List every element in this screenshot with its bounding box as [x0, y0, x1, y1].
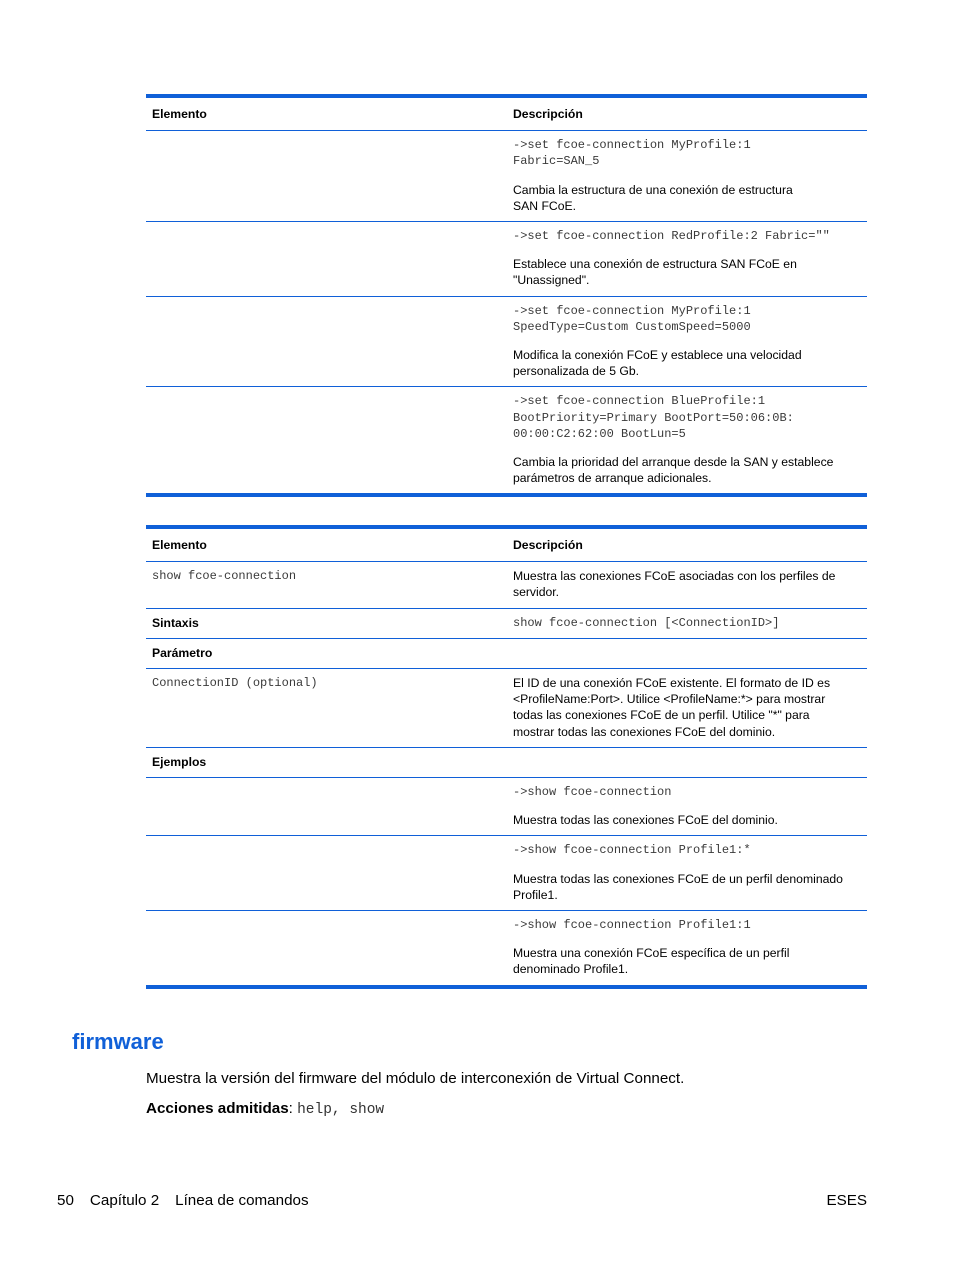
page-number: 50	[57, 1192, 74, 1209]
table-row	[146, 296, 867, 387]
element-cell	[146, 296, 507, 387]
example-command: ->set fcoe-connection MyProfile:1 SpeedType=Custom CustomSpeed=5000	[513, 303, 751, 334]
table-row	[146, 387, 867, 496]
column-header-description: Descripción	[513, 538, 583, 552]
description-cell	[507, 222, 867, 297]
example-command: ->set fcoe-connection BlueProfile:1 BootPriority=Primary BootPort=50:06:0B: 00:00:C2:62:00 BootLun=5	[513, 394, 794, 441]
column-header-element: Elemento	[152, 538, 207, 552]
chapter-title: Línea de comandos	[175, 1192, 309, 1209]
element-cell	[146, 911, 507, 987]
footer-locale: ESES	[826, 1192, 867, 1209]
set-fcoe-examples-table	[146, 94, 867, 497]
section-title: firmware	[72, 1029, 164, 1054]
example-description: Muestra todas las conexiones FCoE del dominio.	[513, 813, 778, 828]
table-row	[146, 747, 867, 777]
table-row	[146, 669, 867, 748]
chapter-label: Capítulo 2	[89, 1192, 160, 1209]
table-row	[146, 608, 867, 638]
column-header-description: Descripción	[513, 107, 583, 121]
supported-actions-separator: :	[288, 1100, 298, 1117]
show-fcoe-connection-table	[146, 525, 867, 989]
parameter-header: Parámetro	[152, 645, 213, 660]
column-header-element: Elemento	[152, 107, 207, 121]
examples-header: Ejemplos	[152, 754, 207, 769]
description-cell	[507, 911, 867, 987]
example-description: Cambia la prioridad del arranque desde la SAN y establece parámetros de arranque adicionales.	[513, 455, 834, 486]
example-description: Establece una conexión de estructura SAN FCoE en "Unassigned".	[513, 257, 797, 288]
syntax-value: show fcoe-connection [<ConnectionID>]	[513, 615, 780, 630]
table-row	[146, 911, 867, 987]
table-row	[146, 222, 867, 297]
example-description: Muestra una conexión FCoE específica de un perfil denominado Profile1.	[513, 946, 790, 977]
table-row	[146, 638, 867, 668]
table-row	[146, 562, 867, 608]
supported-actions-value: help, show	[297, 1102, 385, 1118]
command-description: Muestra las conexiones FCoE asociadas con los perfiles de servidor.	[513, 569, 836, 600]
description-cell	[507, 836, 867, 911]
element-cell	[146, 778, 507, 836]
example-command: ->show fcoe-connection Profile1:1	[513, 918, 751, 933]
element-cell	[146, 222, 507, 297]
footer-left	[57, 1191, 309, 1211]
element-cell	[146, 387, 507, 496]
description-cell	[507, 387, 867, 496]
table-row	[146, 836, 867, 911]
syntax-label: Sintaxis	[152, 615, 199, 630]
table-row	[146, 778, 867, 836]
supported-actions	[146, 1099, 384, 1120]
example-command: ->set fcoe-connection MyProfile:1 Fabric=SAN_5	[513, 138, 751, 169]
empty-cell	[507, 638, 867, 668]
example-description: Muestra todas las conexiones FCoE de un perfil denominado Profile1.	[513, 871, 843, 902]
description-cell	[507, 131, 867, 222]
table-header-row	[146, 96, 867, 131]
example-command: ->show fcoe-connection Profile1:*	[513, 843, 751, 858]
example-description: Cambia la estructura de una conexión de estructura SAN FCoE.	[513, 182, 793, 213]
supported-actions-label: Acciones admitidas	[146, 1100, 289, 1117]
table-row	[146, 131, 867, 222]
parameter-description: El ID de una conexión FCoE existente. El formato de ID es <ProfileName:Port>. Utilice <ProfileName:*> para mostrar todas las conexiones FCoE de un perfil. Utilice "*" para mostrar todas las conexiones FCoE del dominio.	[513, 676, 831, 739]
element-cell	[146, 131, 507, 222]
empty-cell	[507, 747, 867, 777]
example-command: ->show fcoe-connection	[513, 785, 672, 800]
table-header-row	[146, 527, 867, 562]
example-command: ->set fcoe-connection RedProfile:2 Fabric=""	[513, 229, 830, 244]
section-description: Muestra la versión del firmware del módulo de interconexión de Virtual Connect.	[146, 1070, 685, 1087]
description-cell	[507, 778, 867, 836]
parameter-name: ConnectionID (optional)	[152, 676, 318, 691]
element-cell	[146, 836, 507, 911]
description-cell	[507, 296, 867, 387]
command-name: show fcoe-connection	[152, 569, 297, 584]
example-description: Modifica la conexión FCoE y establece una velocidad personalizada de 5 Gb.	[513, 348, 802, 379]
